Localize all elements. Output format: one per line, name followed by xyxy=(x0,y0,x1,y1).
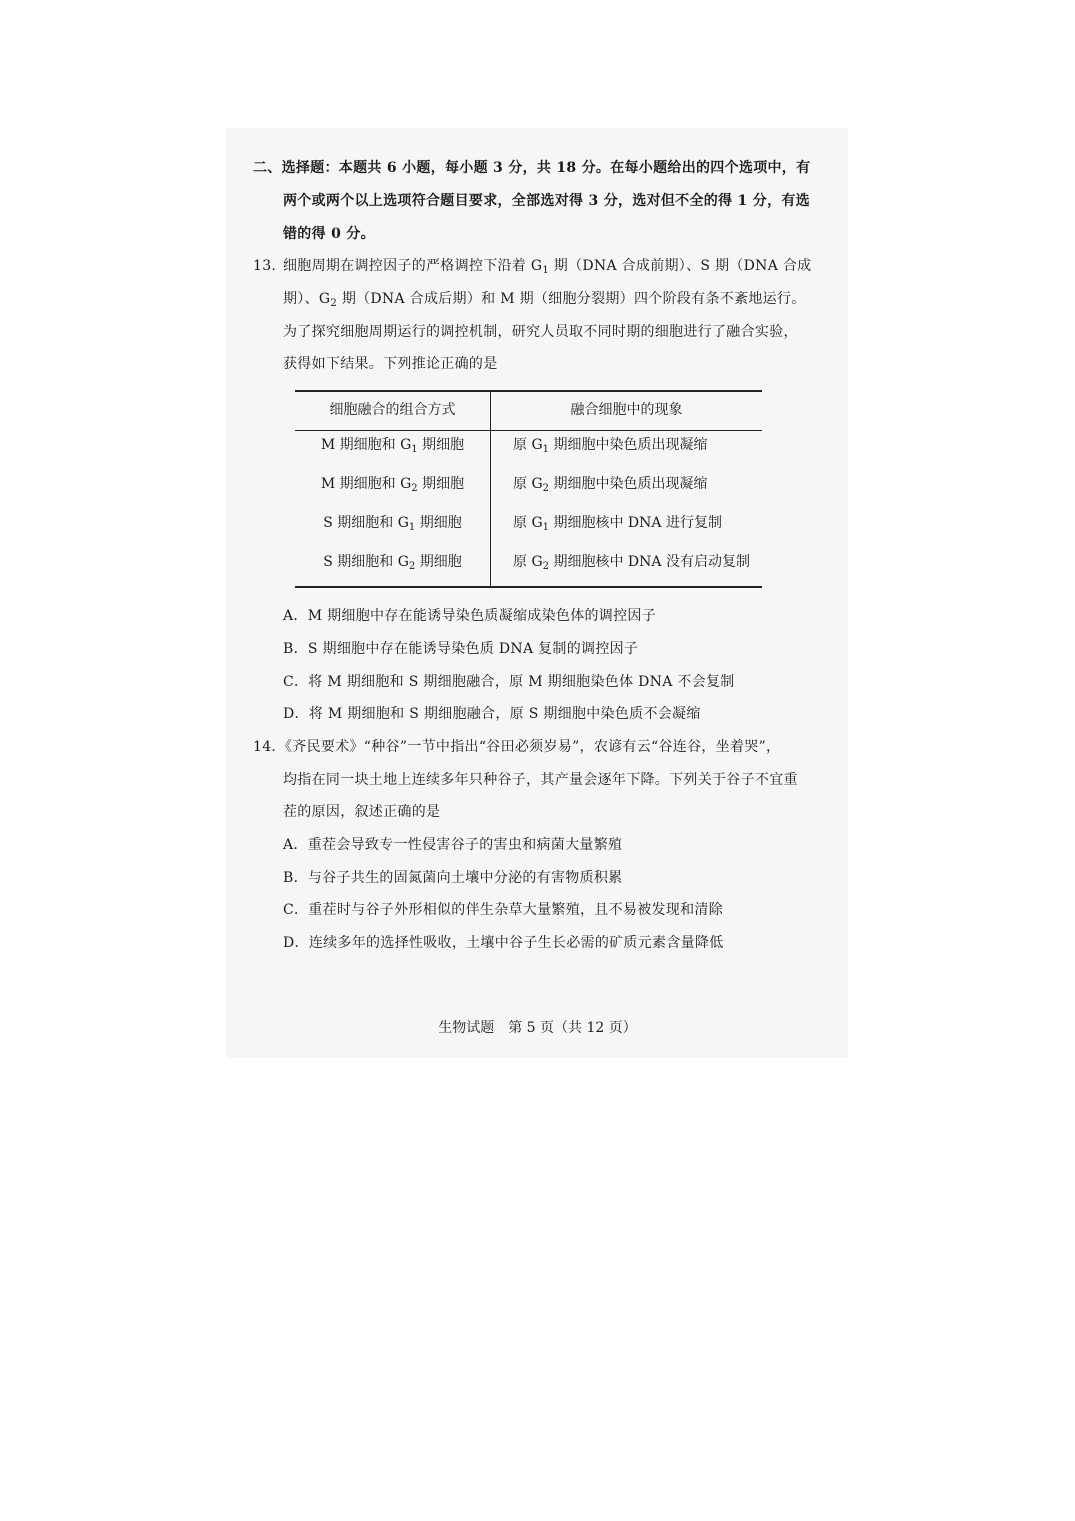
table-row-1-combination: M 期细胞和 $G_1$ 期细胞 xyxy=(320,437,465,455)
table-row-4-combination: S 期细胞和 $G_2$ 期细胞 xyxy=(323,554,462,572)
table-row-2-combination: M 期细胞和 $G_2$ 期细胞 xyxy=(320,476,465,494)
q13-stem-line-3: 为了探究细胞周期运行的调控机制，研究人员取不同时期的细胞进行了融合实验， xyxy=(283,324,798,340)
table-row-1-phenomenon: 原 $G_1$ 期细胞中染色质出现凝缩 xyxy=(513,437,708,455)
q14-option-b: B．与谷子共生的固氮菌向土壤中分泌的有害物质积累 xyxy=(283,870,623,886)
table-header-rule xyxy=(295,430,762,431)
q13-stem-line-4: 获得如下结果。下列推论正确的是 xyxy=(283,356,498,372)
q14-option-c: C．重茬时与谷子外形相似的伴生杂草大量繁殖，且不易被发现和清除 xyxy=(283,902,724,918)
q13-option-c: C．将 M 期细胞和 S 期细胞融合，原 M 期细胞染色体 DNA 不会复制 xyxy=(283,674,735,690)
q14-stem-line-2: 均指在同一块土地上连续多年只种谷子，其产量会逐年下降。下列关于谷子不宜重 xyxy=(283,772,798,788)
q14-option-d: D．连续多年的选择性吸收，土壤中谷子生长必需的矿质元素含量降低 xyxy=(283,935,724,951)
table-bottom-rule xyxy=(295,586,762,588)
table-row-2-phenomenon: 原 $G_2$ 期细胞中染色质出现凝缩 xyxy=(513,476,708,494)
q13-number: 13. xyxy=(253,258,277,274)
page-footer: 生物试题 第 5 页（共 12 页） xyxy=(438,1020,637,1036)
q13-option-d: D．将 M 期细胞和 S 期细胞融合，原 S 期细胞中染色质不会凝缩 xyxy=(283,706,701,722)
q13-option-b: B．S 期细胞中存在能诱导染色质 DNA 复制的调控因子 xyxy=(283,641,639,657)
q13-stem-line-1: 细胞周期在调控因子的严格调控下沿着 $G_1$ 期（DNA 合成前期）、S 期（DNA 合成 xyxy=(283,258,812,276)
section-heading-line-3: 错的得 0 分。 xyxy=(283,226,375,242)
table-top-rule xyxy=(295,390,762,392)
table-row-3-combination: S 期细胞和 $G_1$ 期细胞 xyxy=(323,515,462,533)
q14-option-a: A．重茬会导致专一性侵害谷子的害虫和病菌大量繁殖 xyxy=(283,837,623,853)
q14-number: 14. xyxy=(253,739,277,755)
q14-stem-line-1: 《齐民要术》“种谷”一节中指出“谷田必须岁易”，农谚有云“谷连谷，坐着哭”， xyxy=(278,739,781,755)
section-heading-line-1: 二、选择题：本题共 6 小题，每小题 3 分，共 18 分。在每小题给出的四个选项中，有 xyxy=(253,160,811,176)
q13-option-a: A．M 期细胞中存在能诱导染色质凝缩成染色体的调控因子 xyxy=(283,608,656,624)
table-header-combination: 细胞融合的组合方式 xyxy=(329,402,456,418)
cell-fusion-table xyxy=(295,390,762,588)
table-header-phenomenon: 融合细胞中的现象 xyxy=(570,402,683,418)
q13-stem-line-2: 期）、$G_2$ 期（DNA 合成后期）和 M 期（细胞分裂期）四个阶段有条不紊地运行。 xyxy=(283,291,806,309)
table-row-3-phenomenon: 原 $G_1$ 期细胞核中 DNA 进行复制 xyxy=(513,515,722,533)
section-heading-line-2: 两个或两个以上选项符合题目要求，全部选对得 3 分，选对但不全的得 1 分，有选 xyxy=(283,193,810,209)
table-row-4-phenomenon: 原 $G_2$ 期细胞核中 DNA 没有启动复制 xyxy=(513,554,750,572)
q14-stem-line-3: 茬的原因，叙述正确的是 xyxy=(283,804,441,820)
